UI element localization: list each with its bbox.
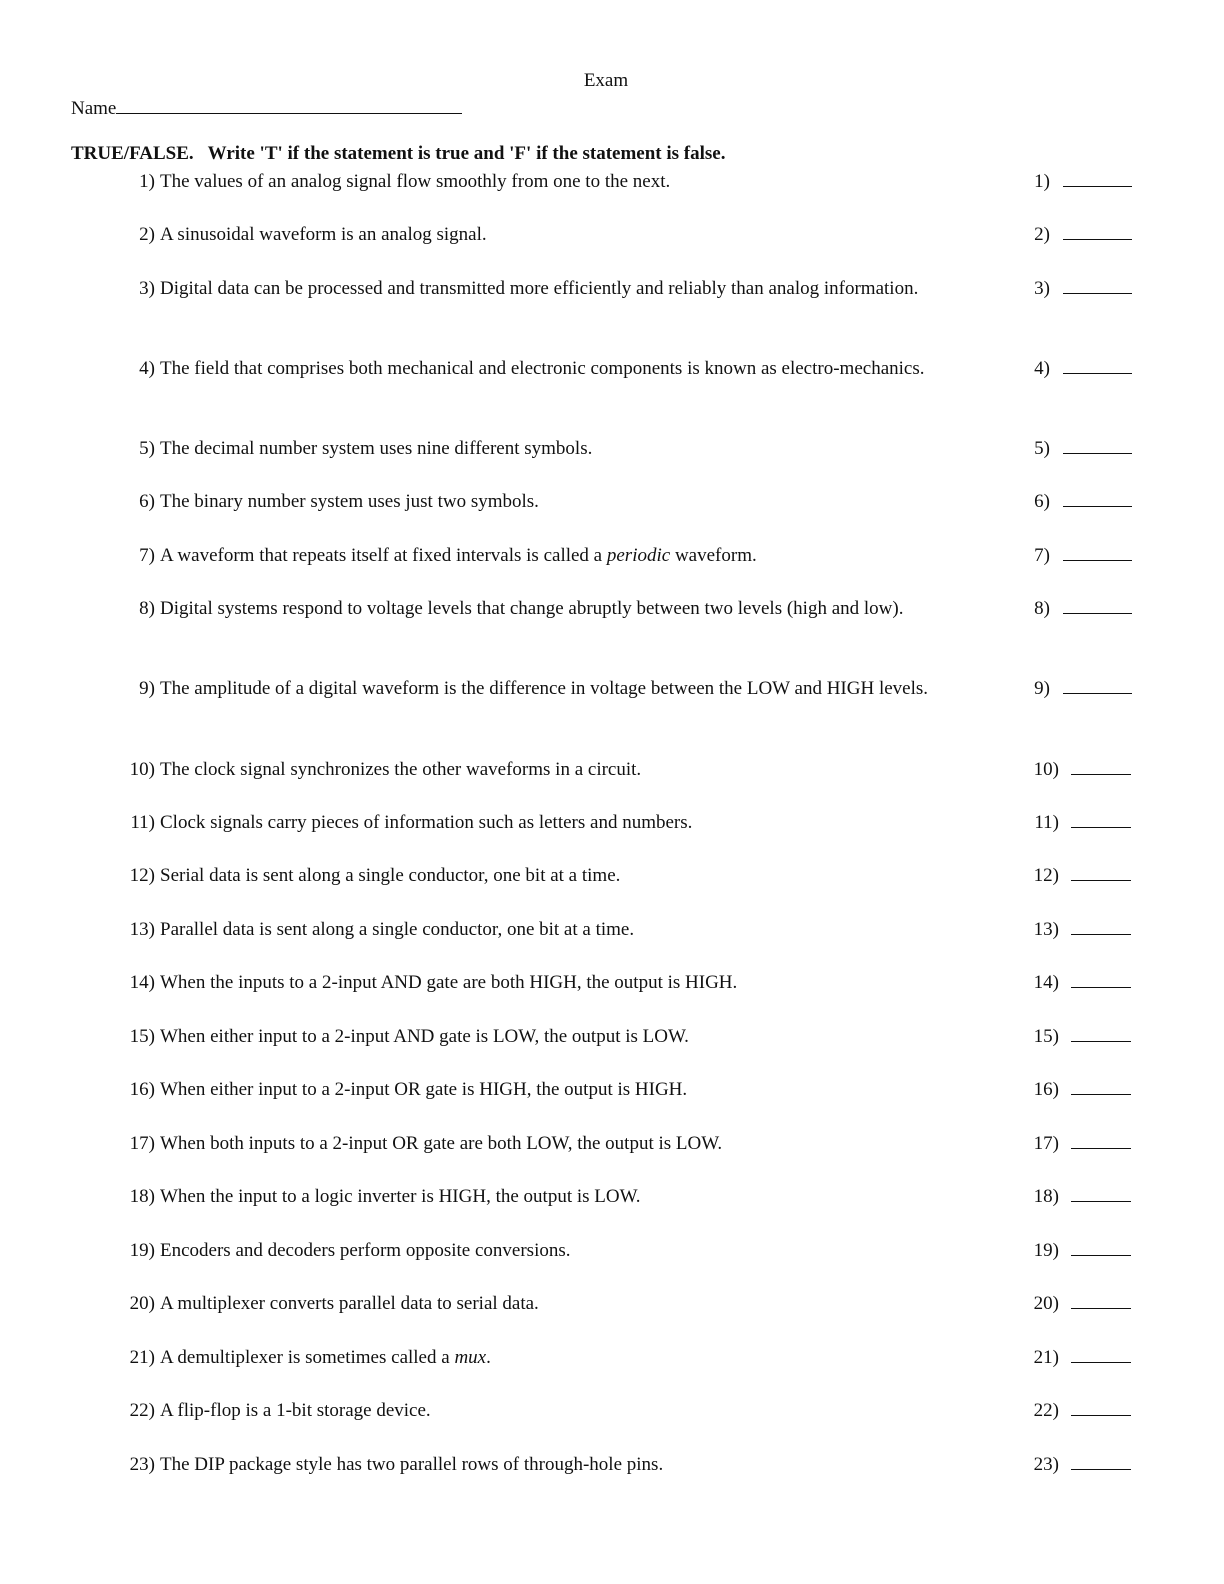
answer-blank[interactable] [1071,1469,1131,1470]
question-number: 15) [129,1026,155,1047]
question-text-part: The clock signal synchronizes the other waveforms in a circuit. [160,759,642,780]
answer-blank[interactable] [1071,1041,1131,1042]
answer-blank[interactable] [1071,1201,1131,1202]
question-text-part: A multiplexer converts parallel data to serial data. [160,1293,539,1314]
question-text [160,675,990,702]
question-text-part: Digital systems respond to voltage levels that change abruptly between two levels (high and low). [160,598,904,619]
question-text [160,488,990,515]
answer-number: 12) [1033,865,1059,886]
question-number: 18) [129,1186,155,1207]
question-number: 5) [139,438,155,459]
question-text [160,1076,990,1103]
answer-number: 17) [1033,1133,1059,1154]
answer-blank[interactable] [1071,1094,1131,1095]
question-text-part: The field that comprises both mechanical and electronic components is known as electro-mechanics. [160,358,925,379]
question-text-part: The DIP package style has two parallel rows of through-hole pins. [160,1454,664,1475]
answer-blank[interactable] [1071,880,1131,881]
question-number: 19) [129,1240,155,1261]
answer-number: 23) [1033,1454,1059,1475]
question-number: 8) [139,598,155,619]
answer-blank[interactable] [1063,239,1132,240]
name-field[interactable] [116,94,462,114]
answer-number: 9) [1034,678,1050,699]
answer-blank[interactable] [1071,774,1131,775]
answer-blank[interactable] [1071,1362,1131,1363]
section-label: TRUE/FALSE. [71,143,194,164]
question-number: 10) [129,759,155,780]
question-text-part: The decimal number system uses nine different symbols. [160,438,593,459]
answer-blank[interactable] [1071,1415,1131,1416]
name-line [71,94,462,120]
question-text [160,1237,990,1264]
answer-number: 6) [1034,491,1050,512]
answer-number: 4) [1034,358,1050,379]
answer-number: 5) [1034,438,1050,459]
answer-number: 20) [1033,1293,1059,1314]
answer-number: 22) [1033,1400,1059,1421]
question-text [160,542,990,569]
question-emphasis: periodic [606,545,671,566]
question-text-part: waveform. [670,545,757,566]
question-text-part: Serial data is sent along a single conductor, one bit at a time. [160,865,621,886]
question-text [160,355,990,382]
section-instructions [71,143,726,165]
question-text [160,809,990,836]
question-text [160,756,990,783]
answer-number: 3) [1034,278,1050,299]
answer-blank[interactable] [1063,293,1132,294]
question-text [160,168,990,195]
question-text [160,221,990,248]
question-number: 14) [129,972,155,993]
answer-number: 16) [1033,1079,1059,1100]
answer-blank[interactable] [1071,1255,1131,1256]
question-text-part: . [486,1347,491,1368]
answer-number: 21) [1033,1347,1059,1368]
answer-blank[interactable] [1071,1308,1131,1309]
section-instruction-text: Write 'T' if the statement is true and 'F' if the statement is false. [207,143,726,164]
question-text [160,1183,990,1210]
question-text-part: Clock signals carry pieces of information such as letters and numbers. [160,812,693,833]
answer-number: 15) [1033,1026,1059,1047]
question-number: 9) [139,678,155,699]
question-number: 11) [130,812,155,833]
answer-blank[interactable] [1071,987,1131,988]
answer-number: 1) [1034,171,1050,192]
question-text-part: A waveform that repeats itself at fixed intervals is called a [160,545,607,566]
question-text-part: When both inputs to a 2-input OR gate are both LOW, the output is LOW. [160,1133,723,1154]
question-number: 2) [139,224,155,245]
question-text-part: Digital data can be processed and transmitted more efficiently and reliably than analog information. [160,278,919,299]
question-number: 7) [139,545,155,566]
answer-blank[interactable] [1063,373,1132,374]
question-text-part: The values of an analog signal flow smoothly from one to the next. [160,171,671,192]
question-text [160,435,990,462]
answer-number: 2) [1034,224,1050,245]
answer-blank[interactable] [1071,827,1131,828]
question-text-part: When either input to a 2-input OR gate is HIGH, the output is HIGH. [160,1079,688,1100]
question-text-part: When the inputs to a 2-input AND gate are both HIGH, the output is HIGH. [160,972,738,993]
question-text [160,1451,990,1478]
answer-blank[interactable] [1063,506,1132,507]
question-text [160,862,990,889]
question-text [160,1344,990,1371]
answer-number: 10) [1033,759,1059,780]
question-text-part: When either input to a 2-input AND gate is LOW, the output is LOW. [160,1026,689,1047]
answer-blank[interactable] [1063,613,1132,614]
answer-blank[interactable] [1071,934,1131,935]
answer-number: 19) [1033,1240,1059,1261]
question-number: 1) [139,171,155,192]
question-text-part: A sinusoidal waveform is an analog signal. [160,224,487,245]
question-text [160,1397,990,1424]
question-text-part: The amplitude of a digital waveform is the difference in voltage between the LOW and HIGH levels. [160,678,929,699]
question-text [160,1130,990,1157]
question-text [160,1023,990,1050]
answer-number: 8) [1034,598,1050,619]
question-text-part: A demultiplexer is sometimes called a [160,1347,455,1368]
question-number: 6) [139,491,155,512]
answer-blank[interactable] [1063,453,1132,454]
question-text [160,275,990,302]
question-text-part: A flip-flop is a 1-bit storage device. [160,1400,431,1421]
answer-blank[interactable] [1071,1148,1131,1149]
question-number: 23) [129,1454,155,1475]
question-number: 20) [129,1293,155,1314]
question-number: 22) [129,1400,155,1421]
question-number: 13) [129,919,155,940]
question-number: 12) [129,865,155,886]
question-number: 21) [129,1347,155,1368]
answer-blank[interactable] [1063,560,1132,561]
question-text-part: The binary number system uses just two symbols. [160,491,539,512]
answer-number: 13) [1033,919,1059,940]
question-emphasis: mux [454,1347,487,1368]
answer-blank[interactable] [1063,693,1132,694]
question-text [160,595,990,622]
question-number: 17) [129,1133,155,1154]
question-number: 4) [139,358,155,379]
question-text [160,1290,990,1317]
question-text-part: When the input to a logic inverter is HIGH, the output is LOW. [160,1186,641,1207]
question-number: 16) [129,1079,155,1100]
name-label: Name [71,98,117,119]
question-text [160,916,990,943]
question-number: 3) [139,278,155,299]
question-text-part: Encoders and decoders perform opposite conversions. [160,1240,571,1261]
answer-number: 18) [1033,1186,1059,1207]
question-text-part: Parallel data is sent along a single conductor, one bit at a time. [160,919,635,940]
answer-number: 7) [1034,545,1050,566]
answer-number: 14) [1033,972,1059,993]
exam-title: Exam [583,70,629,91]
question-text [160,969,990,996]
answer-blank[interactable] [1063,186,1132,187]
answer-number: 11) [1034,812,1059,833]
